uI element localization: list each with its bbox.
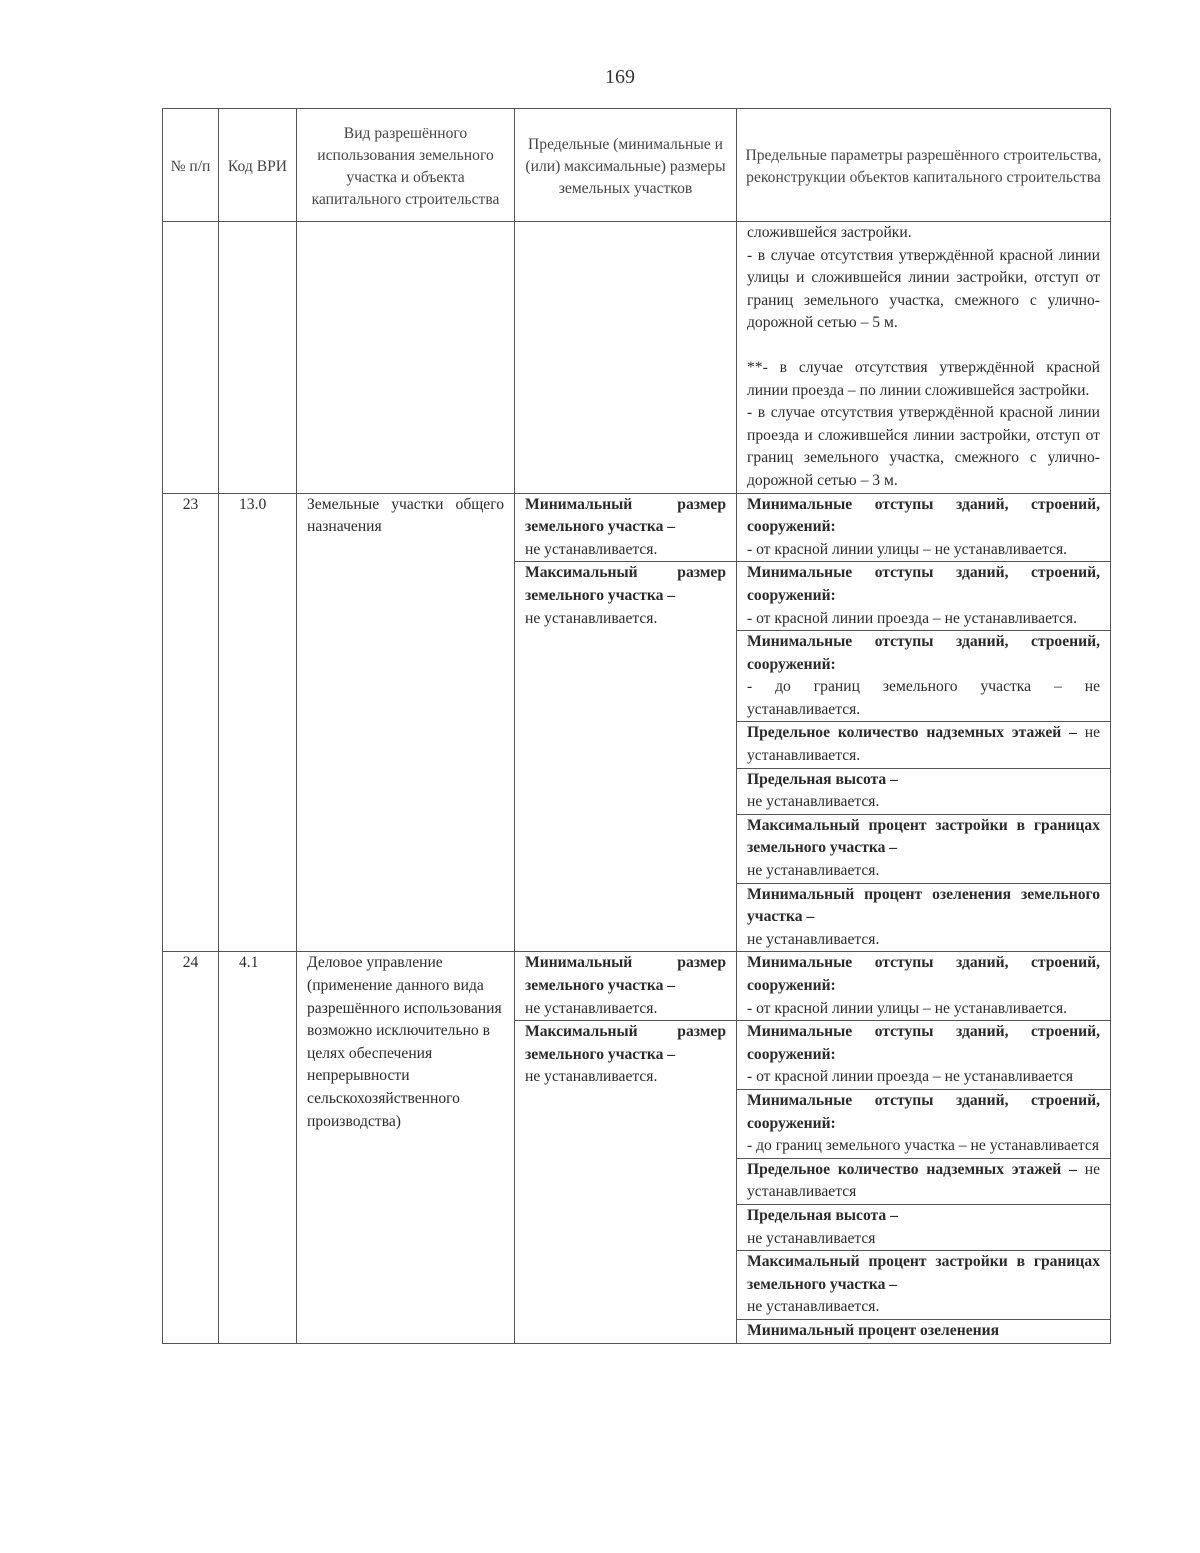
- table-row-24: [163, 952, 1111, 1021]
- row23-param-5: [737, 814, 1111, 883]
- continuation-p4: - в случае отсутствия утверждённой красной линии проезда и сложившейся линии застройки, отступ от границ земельного участка, смежного с улично-дорожной сетью – 3 м.: [747, 404, 1100, 489]
- continuation-p1: сложившейся застройки.: [747, 224, 912, 241]
- row23-num: 23: [163, 493, 219, 952]
- row24-code: 4.1: [219, 952, 297, 1343]
- row23-param-4-label: Предельная высота –: [747, 770, 898, 788]
- row23-param-2-value: - до границ земельного участка – не устанавливается.: [747, 678, 1100, 718]
- cell-empty: [515, 222, 737, 494]
- row24-param-4-label: Предельная высота –: [747, 1206, 898, 1224]
- row23-param-3: [737, 722, 1111, 768]
- row23-param-5-value: не устанавливается.: [747, 862, 880, 880]
- cell-empty: [219, 222, 297, 494]
- row24-param-1: [737, 1021, 1111, 1090]
- header-size: Предельные (минимальные и (или) максимальные) размеры земельных участков: [515, 109, 737, 222]
- row24-param-2: [737, 1089, 1111, 1158]
- cell-empty: [163, 222, 219, 494]
- row24-param-4-value: не устанавливается: [747, 1229, 876, 1247]
- page-number: 169: [605, 66, 635, 88]
- row24-param-3: [737, 1158, 1111, 1204]
- header-num: № п/п: [163, 109, 219, 222]
- table-header-row: [163, 109, 1111, 222]
- continuation-p2: - в случае отсутствия утверждённой красной линии улицы и сложившейся линии застройки, отступ от границ земельного участка, смежного с улично-дорожной сетью – 5 м.: [747, 246, 1100, 332]
- row23-code: 13.0: [219, 493, 297, 952]
- row24-kind: Деловое управление (применение данного вида разрешённого использования возможно исключительно в целях обеспечения непрерывности сельскохозяйственного производства): [297, 952, 515, 1343]
- zoning-table: [162, 108, 1111, 1344]
- row23-size-max: [515, 562, 737, 952]
- row23-size-min-value: не устанавливается.: [525, 540, 658, 558]
- row23-param-5-label: Максимальный процент застройки в границах земельного участка –: [747, 816, 1100, 857]
- row24-param-0-label: Минимальные отступы зданий, строений, сооружений:: [747, 954, 1100, 994]
- row24-param-0-value: - от красной линии улицы – не устанавливается.: [747, 999, 1068, 1017]
- table-row-continuation: [163, 222, 1111, 494]
- row24-param-2-value: - до границ земельного участка – не устанавливается: [747, 1137, 1099, 1155]
- row23-param-2-label: Минимальные отступы зданий, строений, сооружений:: [747, 633, 1100, 673]
- row24-param-4: [737, 1204, 1111, 1250]
- row23-size-min: [515, 493, 737, 562]
- row24-param-5: [737, 1251, 1111, 1320]
- row24-param-3-label: Предельное количество надземных этажей –: [747, 1160, 1077, 1178]
- row23-param-4-value: не устанавливается.: [747, 793, 880, 811]
- row24-num: 24: [163, 952, 219, 1343]
- header-kind: Вид разрешённого использования земельного участка и объекта капитального строительства: [297, 109, 515, 222]
- header-params: Предельные параметры разрешённого строительства, реконструкции объектов капитального строительства: [737, 109, 1111, 222]
- row24-param-6-label: Минимальный процент озеленения: [747, 1321, 1000, 1339]
- row23-param-0-value: - от красной линии улицы – не устанавливается.: [747, 540, 1068, 558]
- row23-size-max-label: Максимальный размер земельного участка –: [525, 564, 726, 604]
- continuation-p3: **- в случае отсутствия утверждённой красной линии проезда – по линии сложившейся застройки.: [747, 358, 1100, 399]
- row23-param-1-label: Минимальные отступы зданий, строений, сооружений:: [747, 564, 1100, 604]
- row24-param-5-value: не устанавливается.: [747, 1298, 880, 1316]
- row23-param-1: [737, 562, 1111, 631]
- table-row-23: [163, 493, 1111, 562]
- row24-size-max: [515, 1021, 737, 1343]
- row24-param-6: [737, 1319, 1111, 1343]
- row23-param-6-label: Минимальный процент озеленения земельного участка –: [747, 885, 1100, 926]
- row23-param-3-label: Предельное количество надземных этажей –: [747, 724, 1077, 742]
- row23-param-0: [737, 493, 1111, 562]
- row23-param-4: [737, 768, 1111, 814]
- row24-param-3-value: не устанавливается: [747, 1160, 1100, 1201]
- row23-param-1-value: - от красной линии проезда – не устанавливается.: [747, 609, 1077, 627]
- row23-size-min-label: Минимальный размер земельного участка –: [525, 495, 726, 536]
- row24-param-1-label: Минимальные отступы зданий, строений, сооружений:: [747, 1023, 1100, 1063]
- continuation-text: [737, 222, 1111, 494]
- row24-size-min: [515, 952, 737, 1021]
- row24-param-2-label: Минимальные отступы зданий, строений, сооружений:: [747, 1091, 1100, 1132]
- row23-param-2: [737, 631, 1111, 722]
- row24-size-max-value: не устанавливается.: [525, 1068, 658, 1086]
- row24-size-min-value: не устанавливается.: [525, 999, 658, 1017]
- row24-param-0: [737, 952, 1111, 1021]
- row23-param-6: [737, 883, 1111, 952]
- row23-param-0-label: Минимальные отступы зданий, строений, сооружений:: [747, 495, 1100, 536]
- row23-param-6-value: не устанавливается.: [747, 930, 880, 948]
- row24-param-1-value: - от красной линии проезда – не устанавливается: [747, 1068, 1074, 1086]
- row23-param-3-value: не устанавливается.: [747, 724, 1100, 765]
- header-code: Код ВРИ: [219, 109, 297, 222]
- row23-kind: Земельные участки общего назначения: [297, 493, 515, 952]
- row23-size-max-value: не устанавливается.: [525, 609, 658, 627]
- row24-size-min-label: Минимальный размер земельного участка –: [525, 954, 726, 994]
- cell-empty: [297, 222, 515, 494]
- row24-param-5-label: Максимальный процент застройки в границах земельного участка –: [747, 1253, 1100, 1293]
- row24-size-max-label: Максимальный размер земельного участка –: [525, 1023, 726, 1063]
